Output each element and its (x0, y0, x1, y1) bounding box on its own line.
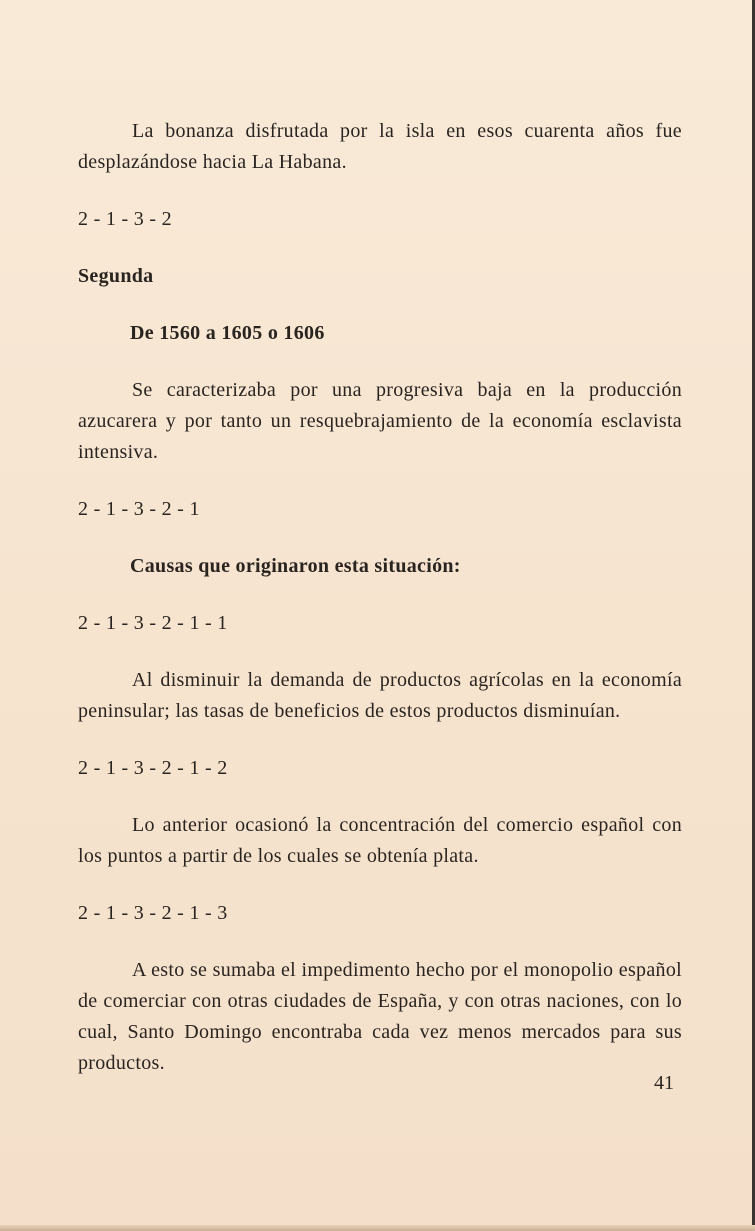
paragraph-3: Al disminuir la demanda de productos agrícolas en la economía peninsular; las tasas de beneficios de estos productos disminuían. (78, 669, 682, 722)
section-number-3: 2 - 1 - 3 - 2 - 1 - 1 (78, 612, 228, 634)
section-number-2: 2 - 1 - 3 - 2 - 1 (78, 498, 200, 520)
section-number-5: 2 - 1 - 3 - 2 - 1 - 3 (78, 902, 228, 924)
paragraph-2: Se caracterizaba por una progresiva baja en la producción azucarera y por tanto un resquebrajamiento de la economía esclavista intensiva. (78, 379, 682, 463)
period-heading: De 1560 a 1605 o 1606 (130, 322, 325, 344)
page-content (78, 116, 682, 1079)
paragraph-5: A esto se sumaba el impedimento hecho por el monopolio español de comerciar con otras ciudades de España, y con otras naciones, con lo cual, Santo Domingo encontraba cada vez menos mercados para sus productos. (78, 959, 682, 1074)
page-number: 41 (654, 1072, 674, 1094)
section-heading-segunda: Segunda (78, 265, 154, 287)
paragraph-4: Lo anterior ocasionó la concentración del comercio español con los puntos a partir de los cuales se obtenía plata. (78, 814, 682, 867)
paragraph-1: La bonanza disfrutada por la isla en esos cuarenta años fue desplazándose hacia La Habana. (78, 120, 682, 173)
section-number-1: 2 - 1 - 3 - 2 (78, 208, 172, 230)
section-number-4: 2 - 1 - 3 - 2 - 1 - 2 (78, 757, 228, 779)
page-edge-bottom (0, 1225, 755, 1231)
causes-heading: Causas que originaron esta situación: (130, 555, 461, 577)
